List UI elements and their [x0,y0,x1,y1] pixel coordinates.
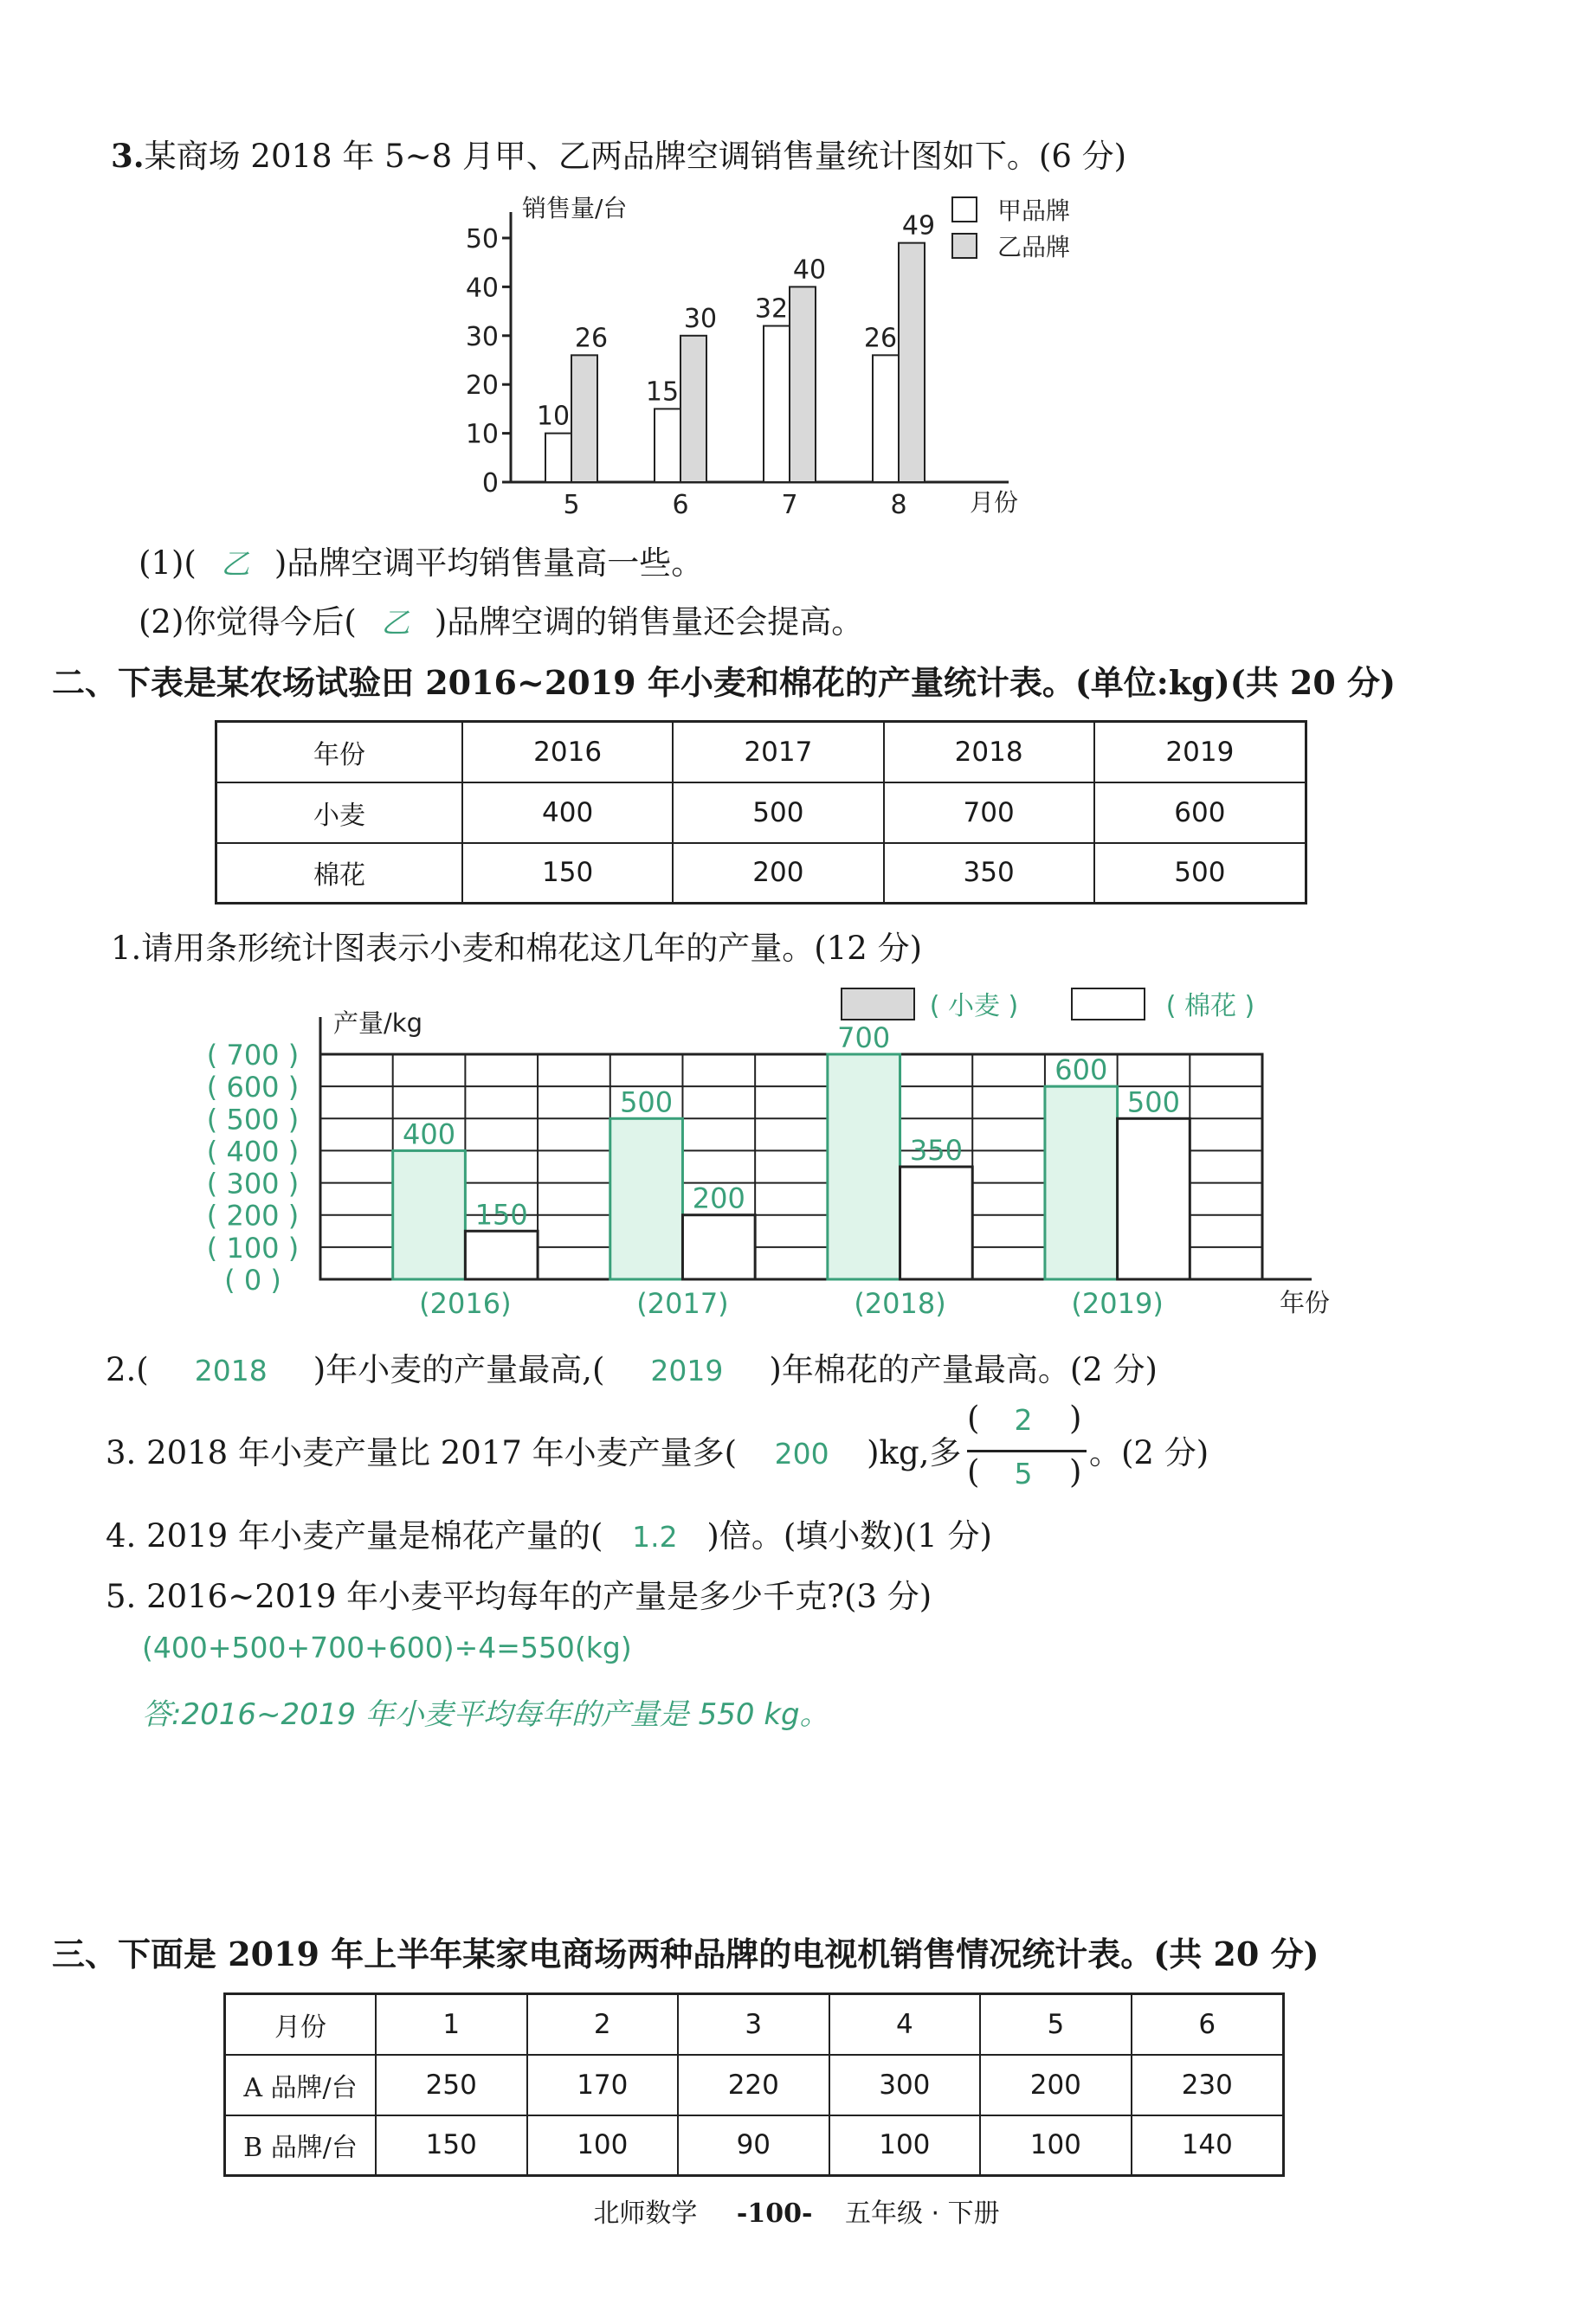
section3-title: 三、下面是 2019 年上半年某家电商场两种品牌的电视机销售情况统计表。(共 20 分) [52,1935,1319,1973]
data-label: 26 [574,323,609,354]
yield-row-label: 棉花 [216,843,463,904]
bar-cotton [465,1231,538,1279]
q2-pre: 2.( [106,1351,149,1388]
bar-wheat [393,1150,466,1279]
yield-cell: 500 [1094,843,1306,904]
section2-q2 [106,1343,1158,1390]
data-label: 10 [536,401,571,432]
bar-jia [873,355,899,482]
x-axis-label: 年份 [1280,1288,1331,1317]
data-label: 350 [909,1134,963,1167]
y-tick-label: ( 400 ) [206,1135,300,1168]
data-label: 700 [837,1021,891,1054]
data-label: 40 [792,254,827,286]
q4-answer: 1.2 [632,1520,678,1554]
tv-cell: 170 [527,2055,679,2115]
fraction-numerator: 2 [1014,1403,1033,1437]
legend-label-cotton: ( 棉花 ) [1165,991,1255,1021]
y-tick-label: 30 [465,321,499,352]
q2-post: )年棉花的产量最高。(2 分) [769,1351,1158,1388]
yield-cell: 700 [884,782,1094,843]
yield-header-cell: 2016 [462,722,673,782]
tv-cell: 220 [678,2055,829,2115]
x-tick-label: (2016) [419,1287,512,1320]
q2-answer2: 2019 [650,1354,724,1387]
x-tick-label: 5 [563,490,580,520]
section2-title: 二、下表是某农场试验田 2016~2019 年小麦和棉花的产量统计表。(单位:kg)(共 20 分) [52,663,1396,702]
tv-cell: 300 [829,2055,981,2115]
footer-right: 五年级 · 下册 [845,2198,1000,2229]
y-axis-label: 产量/kg [333,1008,422,1038]
yield-header-cell: 年份 [216,722,463,782]
bar-yi [680,336,706,482]
legend-label: 甲品牌 [997,196,1071,225]
chart-ac-sales [0,0,1593,554]
y-tick-label: 40 [465,273,499,304]
q3-sub1-post: )品牌空调平均销售量高一些。 [274,544,704,582]
bar-yi [571,355,597,482]
x-tick-label: 6 [672,490,689,520]
data-label: 600 [1054,1053,1108,1087]
fraction-denominator: 5 [1014,1457,1033,1490]
tv-header-cell: 5 [980,1994,1132,2055]
yield-cell: 500 [673,782,883,843]
q3-sub1 [139,537,703,583]
bar-jia [764,326,790,482]
section2-q5: 5. 2016~2019 年小麦平均每年的产量是多少千克?(3 分) [106,1578,932,1615]
bar-jia [545,434,571,482]
page-number: -100- [736,2198,813,2229]
yield-header-cell: 2018 [884,722,1094,782]
yield-row-label: 小麦 [216,782,463,843]
q3-sub1-pre: (1)( [139,544,197,582]
yield-cell: 350 [884,843,1094,904]
q3-sub2 [139,595,863,642]
yield-header-cell: 2017 [673,722,883,782]
data-label: 400 [402,1117,456,1151]
q2-answer1: 2018 [194,1354,268,1387]
legend-label-wheat: ( 小麦 ) [929,991,1019,1021]
y-tick-label: 0 [481,468,499,499]
y-tick-label: 50 [465,224,499,254]
chart-yield [0,961,1593,1342]
tv-cell: 100 [527,2115,679,2176]
q3-sub2-answer: 乙 [381,606,410,640]
q5-work: (400+500+700+600)÷4=550(kg) [142,1631,632,1664]
y-tick-label: ( 500 ) [206,1103,300,1136]
tv-cell: 250 [376,2055,527,2115]
tv-header-cell: 1 [376,1994,527,2055]
legend-swatch-cotton [1072,988,1145,1020]
yield-cell: 150 [462,843,673,904]
x-tick-label: 8 [890,490,907,520]
tv-header-cell: 3 [678,1994,829,2055]
legend-swatch [952,234,977,258]
q3b-post: 。(2 分) [1089,1434,1209,1471]
x-axis-label: 月份 [970,488,1019,517]
tv-cell: 200 [980,2055,1132,2115]
bar-jia [655,409,680,482]
tv-row-label: A 品牌/台 [225,2055,377,2115]
q5-answer: 答:2016~2019 年小麦平均每年的产量是 550 kg。 [142,1697,829,1732]
legend-label: 乙品牌 [997,233,1071,261]
q3-sub2-pre: (2)你觉得今后( [139,603,357,641]
data-label: 32 [754,293,789,325]
data-label: 15 [645,377,680,408]
tv-header-cell: 月份 [225,1994,377,2055]
tv-cell: 100 [980,2115,1132,2176]
q4-pre: 4. 2019 年小麦产量是棉花产量的( [106,1517,603,1555]
data-label: 150 [474,1198,528,1232]
y-tick-label: 20 [465,370,499,402]
legend-swatch-wheat [842,988,914,1020]
section2-q4 [106,1510,992,1556]
tv-header-cell: 2 [527,1994,679,2055]
tv-header-cell: 6 [1132,1994,1284,2055]
y-tick-label: ( 700 ) [206,1039,300,1072]
bar-cotton [1118,1118,1190,1279]
page-footer [0,2192,1593,2230]
y-tick-label: ( 300 ) [206,1167,300,1201]
y-axis-label: 销售量/台 [522,194,628,222]
q3b-mid: )kg,多 [867,1434,962,1471]
tv-cell: 140 [1132,2115,1284,2176]
bar-yi [899,243,925,482]
x-tick-label: (2019) [1071,1287,1164,1320]
data-label: 500 [620,1085,674,1119]
section2-q3 [106,1426,961,1473]
q3b-pre: 3. 2018 年小麦产量比 2017 年小麦产量多( [106,1434,738,1471]
data-label: 500 [1126,1085,1181,1119]
y-tick-label: ( 0 ) [224,1264,281,1297]
data-label: 26 [863,323,898,354]
y-tick-label: ( 100 ) [206,1231,300,1265]
q3b-answer: 200 [774,1437,829,1471]
bar-yi [790,286,816,482]
yield-header-cell: 2019 [1094,722,1306,782]
bar-wheat [828,1054,900,1279]
y-tick-label: 10 [465,419,499,450]
tv-row-label: B 品牌/台 [225,2115,377,2176]
y-tick-label: ( 600 ) [206,1071,300,1104]
tv-cell: 150 [376,2115,527,2176]
q4-post: )倍。(填小数)(1 分) [706,1517,992,1555]
bar-cotton [900,1167,973,1279]
tv-header-cell: 4 [829,1994,981,2055]
tv-sales-table [223,1992,1285,2177]
q3-text: 某商场 2018 年 5~8 月甲、乙两品牌空调销售量统计图如下。(6 分) [144,138,1127,175]
q3-sub1-answer: 乙 [221,547,250,581]
bar-wheat [1045,1086,1118,1279]
data-label: 200 [692,1181,745,1215]
data-label: 30 [683,303,718,334]
q3-number: 3. [111,137,145,175]
bar-wheat [610,1118,683,1279]
section2-q1: 1.请用条形统计图表示小麦和棉花这几年的产量。(12 分) [111,930,923,967]
yield-cell: 600 [1094,782,1306,843]
fraction: ( 2 ) ( 5 ) [967,1400,1097,1503]
yield-cell: 400 [462,782,673,843]
x-tick-label: 7 [781,490,798,520]
bar-cotton [682,1215,755,1279]
footer-left: 北师数学 [593,2198,698,2229]
yield-cell: 200 [673,843,883,904]
tv-cell: 100 [829,2115,981,2176]
tv-cell: 90 [678,2115,829,2176]
q3-sub2-post: )品牌空调的销售量还会提高。 [434,603,864,641]
tv-cell: 230 [1132,2055,1284,2115]
yield-table [215,720,1307,904]
legend-swatch [952,197,977,222]
y-tick-label: ( 200 ) [206,1199,300,1233]
data-label: 49 [901,210,936,241]
x-tick-label: (2017) [636,1287,729,1320]
x-tick-label: (2018) [854,1287,946,1320]
q2-mid: )年小麦的产量最高,( [313,1351,605,1388]
